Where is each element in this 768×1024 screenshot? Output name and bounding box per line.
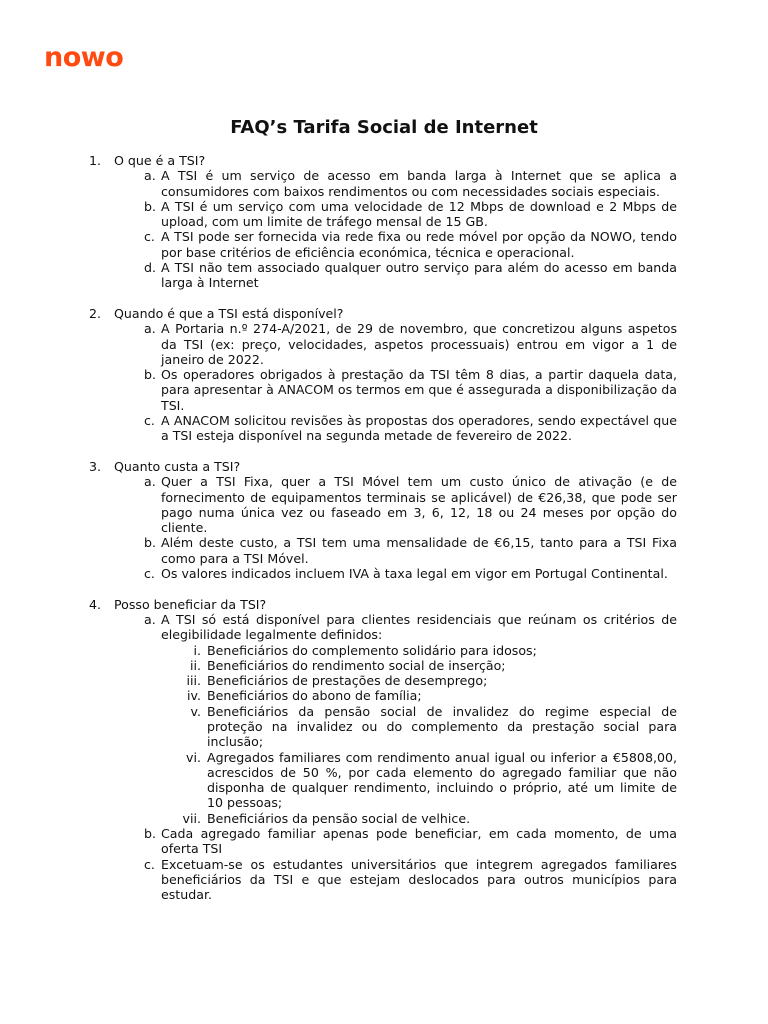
answer-text: A ANACOM solicitou revisões às propostas dos operadores, sendo expectável que a TSI esteja disponível na segunda metade de fevereiro de 2022. [161,413,677,444]
criteria-text: Agregados familiares com rendimento anual igual ou inferior a €5808,00, acrescidos de 50 %, por cada elemento do agregado familiar que não disponha de qualquer rendimento, incluindo o próprio, até um limite de 10 pessoas; [207,749,677,811]
answer-letter: c. [144,566,155,582]
answer-letter: a. [144,168,156,184]
criteria-item [114,658,677,673]
answer-item [114,229,677,260]
question-text: Posso beneficiar da TSI? [114,596,267,612]
question-number: 2. [89,305,102,321]
answer-letter: a. [144,321,156,337]
criteria-text: Beneficiários da pensão social de invalidez do regime especial de proteção na invalidez ou do complemento da prestação social para inclusão; [207,703,677,750]
answer-text: A TSI é um serviço de acesso em banda larga à Internet que se aplica a consumidores com baixos rendimentos ou com necessidades sociais especiais. [161,168,677,199]
answer-text: A TSI pode ser fornecida via rede fixa ou rede móvel por opção da NOWO, tendo por base critérios de eficiência económica, técnica e operacional. [161,229,677,260]
criteria-item [114,643,677,658]
question-text: Quanto custa a TSI? [114,458,241,474]
criteria-item [114,704,677,750]
criteria-item [114,811,677,826]
question-heading [89,153,677,168]
criteria-text: Beneficiários do abono de família; [207,688,422,704]
answer-item [114,321,677,367]
criteria-numeral: vii. [182,810,201,826]
answer-letter: c. [144,856,155,872]
answer-letter: c. [144,413,155,429]
criteria-numeral: iii. [186,673,201,689]
nowo-logo: nowo [44,42,124,73]
answer-text: A TSI é um serviço com uma velocidade de 12 Mbps de download e 2 Mbps de upload, com um limite de tráfego mensal de 15 GB. [161,198,677,230]
criteria-item [114,688,677,703]
answer-item [114,474,677,535]
answer-item [114,199,677,230]
document-title: FAQ’s Tarifa Social de Internet [230,117,538,138]
criteria-text: Beneficiários de prestações de desemprego; [207,673,488,689]
criteria-text: Beneficiários do complemento solidário para idosos; [207,642,537,658]
answer-item [114,367,677,413]
criteria-numeral: vi. [186,749,201,765]
criteria-numeral: ii. [189,657,201,673]
answer-letter: c. [144,229,155,245]
faq-question-4 [89,597,677,903]
faq-question-3 [89,459,677,581]
answer-text: Quer a TSI Fixa, quer a TSI Móvel tem um custo único de ativação (e de fornecimento de equipamentos terminais se aplicável) de €26,38, que pode ser pago numa única vez ou faseado em 3, 6, 12, 18 ou 24 meses por opção do cliente. [161,474,677,536]
answer-text: Excetuam-se os estudantes universitários que integrem agregados familiares beneficiários da TSI e que estejam deslocados para outros municípios para estudar. [161,856,677,903]
criteria-item [114,750,677,811]
question-heading [89,305,677,321]
answer-letter: a. [144,611,156,627]
criteria-text: Beneficiários do rendimento social de inserção; [207,657,506,673]
criteria-text: Beneficiários da pensão social de velhice. [207,810,471,826]
answer-text: A Portaria n.º 274-A/2021, de 29 de novembro, que concretizou alguns aspetos da TSI (ex: preço, velocidades, aspetos processuais) entrou em vigor a 1 de janeiro de 2022. [161,321,677,367]
answer-text: Além deste custo, a TSI tem uma mensalidade de €6,15, tanto para a TSI Fixa como para a TSI Móvel. [161,535,677,566]
answer-text: Os operadores obrigados à prestação da TSI têm 8 dias, a partir daquela data, para apresentar à ANACOM os termos em que é assegurada a disponibilização da TSI. [161,367,677,413]
answer-text: Os valores indicados incluem IVA à taxa legal em vigor em Portugal Continental. [161,566,668,582]
answer-letter: b. [144,198,156,214]
criteria-item [114,673,677,688]
answer-letter: a. [144,474,156,490]
answer-item [114,857,677,903]
answer-text: A TSI só está disponível para clientes residenciais que reúnam os critérios de elegibilidade legalmente definidos: [161,611,677,643]
answer-text: Cada agregado familiar apenas pode beneficiar, em cada momento, de uma oferta TSI [161,826,677,857]
answer-item [114,413,677,444]
question-number: 3. [89,458,102,474]
question-text: O que é a TSI? [114,153,206,168]
answer-item [114,612,677,643]
criteria-numeral: i. [193,642,201,658]
answer-item [114,168,677,199]
question-number: 1. [89,153,102,168]
answer-letter: b. [144,367,156,383]
answer-letter: b. [144,535,156,551]
criteria-numeral: iv. [187,688,201,704]
answer-letter: b. [144,826,156,842]
faq-question-2 [89,306,677,444]
faq-list [89,153,677,903]
question-text: Quando é que a TSI está disponível? [114,305,344,321]
question-heading [89,596,677,612]
answer-letter: d. [144,260,156,276]
criteria-numeral: v. [190,703,201,719]
faq-question-1 [89,153,677,291]
question-heading [89,458,677,474]
answer-item [114,566,677,581]
answer-item [114,826,677,857]
answer-text: A TSI não tem associado qualquer outro serviço para além do acesso em banda larga à Internet [161,260,677,291]
question-number: 4. [89,596,102,612]
answer-item [114,260,677,291]
answer-item [114,535,677,566]
